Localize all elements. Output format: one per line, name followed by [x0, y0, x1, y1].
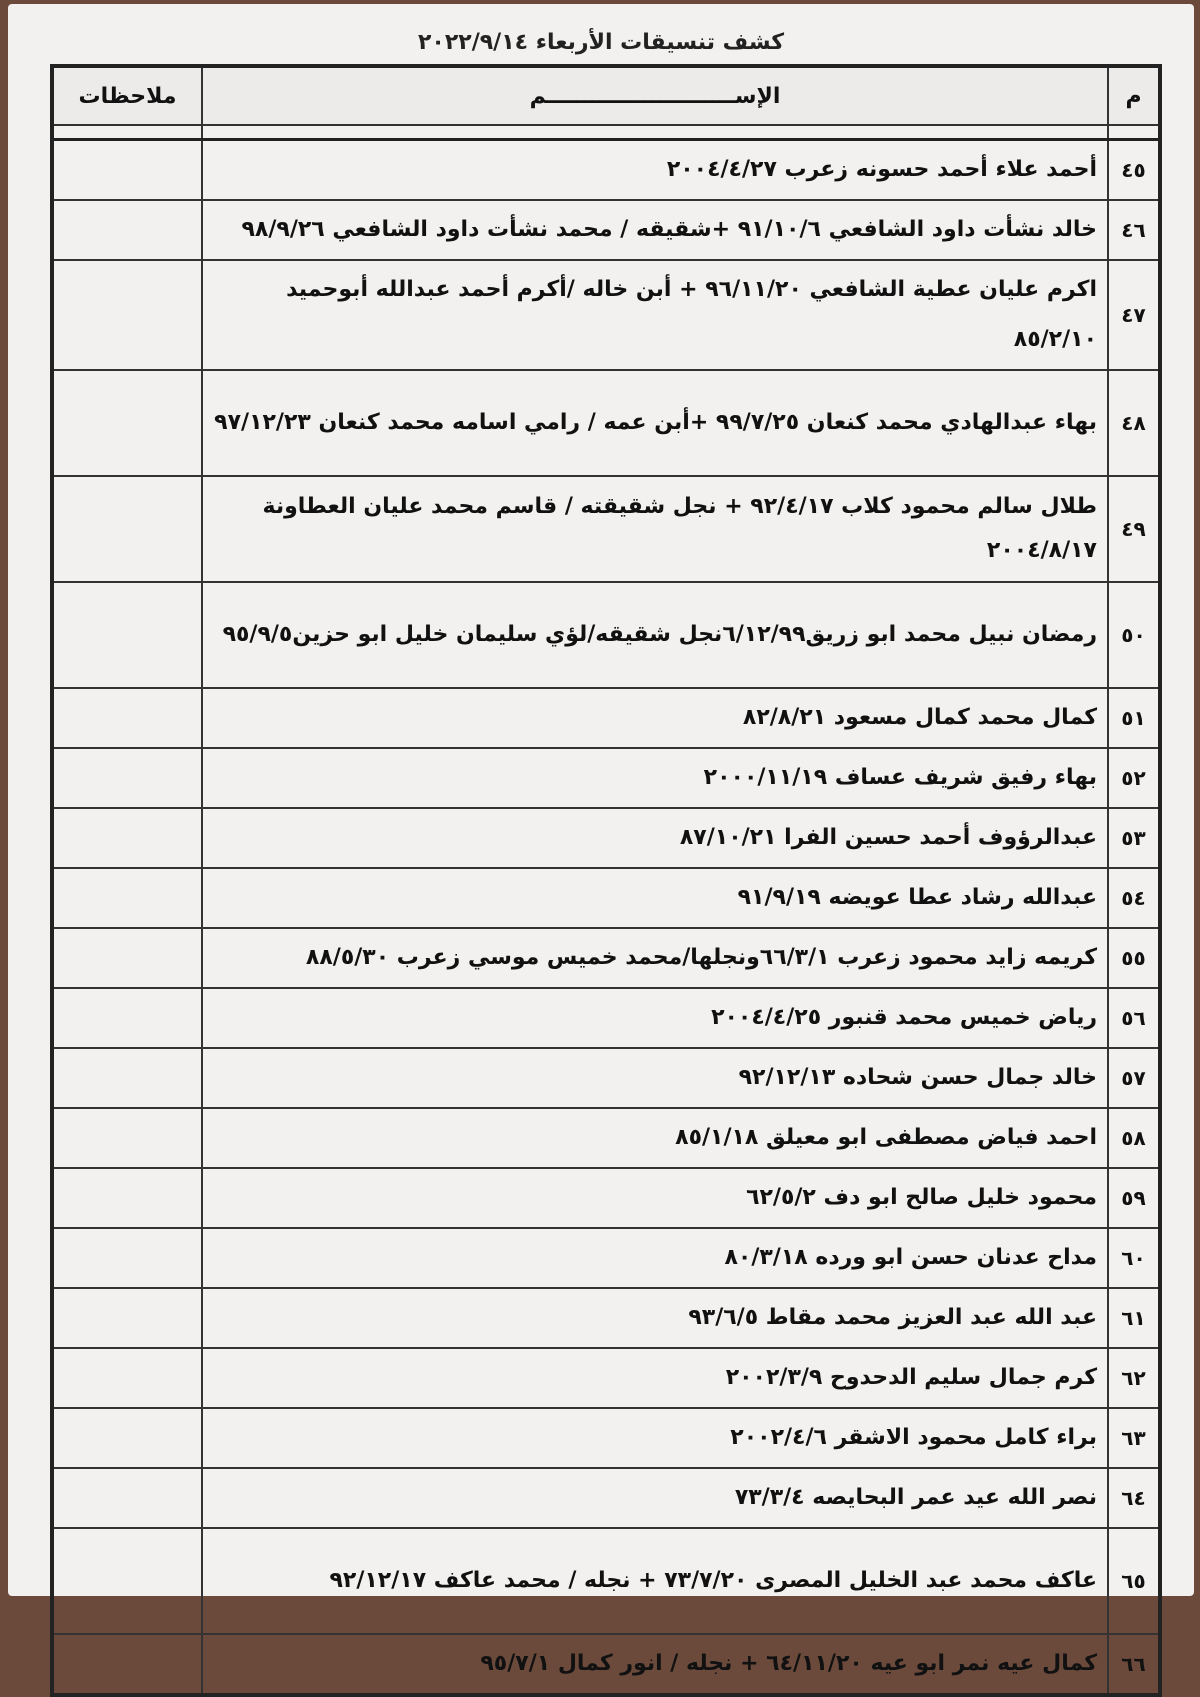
- row-name: بهاء عبدالهادي محمد كنعان ٩٩/٧/٢٥ +أبن عمه / رامي اسامه محمد كنعان ٩٧/١٢/٢٣: [202, 370, 1108, 476]
- row-notes: [52, 1408, 202, 1468]
- row-number: ٤٥: [1108, 140, 1160, 201]
- row-name: براء كامل محمود الاشقر ٢٠٠٢/٤/٦: [202, 1408, 1108, 1468]
- table-row: [52, 200, 1160, 260]
- document-page: [8, 4, 1194, 1676]
- spacer-cell: [1108, 125, 1160, 140]
- row-number: ٥٣: [1108, 808, 1160, 868]
- table-row: [52, 748, 1160, 808]
- document-title: كشف تنسيقات الأربعاء ٢٠٢٢/٩/١٤: [417, 30, 785, 55]
- row-name: خالد نشأت داود الشافعي ٩١/١٠/٦ +شقيقه / محمد نشأت داود الشافعي ٩٨/٩/٢٦: [202, 200, 1108, 260]
- table-row: [52, 1468, 1160, 1528]
- row-notes: [52, 748, 202, 808]
- row-number: ٥٠: [1108, 582, 1160, 688]
- row-name: عبدالله رشاد عطا عويضه ٩١/٩/١٩: [202, 868, 1108, 928]
- table-row: [52, 476, 1160, 582]
- row-notes: [52, 928, 202, 988]
- row-notes: [52, 1528, 202, 1634]
- row-name: رياض خميس محمد قنبور ٢٠٠٤/٤/٢٥: [202, 988, 1108, 1048]
- row-name: كريمه زايد محمود زعرب ٦٦/٣/١ونجلها/محمد خميس موسي زعرب ٨٨/٥/٣٠: [202, 928, 1108, 988]
- header-number: م: [1108, 66, 1160, 125]
- row-name: رمضان نبيل محمد ابو زريق٦/١٢/٩٩نجل شقيقه/لؤي سليمان خليل ابو حزين٩٥/٩/٥: [202, 582, 1108, 688]
- row-name: كمال عيه نمر ابو عيه ٦٤/١١/٢٠ + نجله / انور كمال ٩٥/٧/١: [202, 1634, 1108, 1695]
- row-name: نصر الله عيد عمر البحايصه ٧٣/٣/٤: [202, 1468, 1108, 1528]
- table-row: [52, 688, 1160, 748]
- row-notes: [52, 1634, 202, 1695]
- row-name: بهاء رفيق شريف عساف ٢٠٠٠/١١/١٩: [202, 748, 1108, 808]
- row-notes: [52, 260, 202, 370]
- row-notes: [52, 1228, 202, 1288]
- row-number: ٥٧: [1108, 1048, 1160, 1108]
- row-number: ٦٠: [1108, 1228, 1160, 1288]
- table-row: [52, 1108, 1160, 1168]
- table-row: [52, 582, 1160, 688]
- row-notes: [52, 140, 202, 201]
- table-header-row: [52, 66, 1160, 125]
- row-notes: [52, 868, 202, 928]
- table-row: [52, 260, 1160, 370]
- row-notes: [52, 582, 202, 688]
- table-row: [52, 140, 1160, 201]
- row-name: احمد فياض مصطفى ابو معيلق ٨٥/١/١٨: [202, 1108, 1108, 1168]
- table-row: [52, 988, 1160, 1048]
- row-number: ٥٨: [1108, 1108, 1160, 1168]
- table-spacer-row: [52, 125, 1160, 140]
- row-number: ٦٣: [1108, 1408, 1160, 1468]
- row-number: ٦٦: [1108, 1634, 1160, 1695]
- row-name: طلال سالم محمود كلاب ٩٢/٤/١٧ + نجل شقيقته / قاسم محمد عليان العطاونة ٢٠٠٤/٨/١٧: [202, 476, 1108, 582]
- row-notes: [52, 476, 202, 582]
- row-name: عاكف محمد عبد الخليل المصرى ٧٣/٧/٢٠ + نجله / محمد عاكف ٩٢/١٢/١٧: [202, 1528, 1108, 1634]
- names-table: [50, 64, 1162, 1697]
- table-row: [52, 1288, 1160, 1348]
- row-name: محمود خليل صالح ابو دف ٦٢/٥/٢: [202, 1168, 1108, 1228]
- row-notes: [52, 1108, 202, 1168]
- table-row: [52, 1348, 1160, 1408]
- table-row: [52, 808, 1160, 868]
- row-name: مداح عدنان حسن ابو ورده ٨٠/٣/١٨: [202, 1228, 1108, 1288]
- row-number: ٦٤: [1108, 1468, 1160, 1528]
- table-row: [52, 1634, 1160, 1695]
- table-row: [52, 1048, 1160, 1108]
- table-row: [52, 1168, 1160, 1228]
- table-row: [52, 928, 1160, 988]
- row-notes: [52, 688, 202, 748]
- table-row: [52, 868, 1160, 928]
- row-notes: [52, 1468, 202, 1528]
- row-notes: [52, 200, 202, 260]
- row-name: اكرم عليان عطية الشافعي ٩٦/١١/٢٠ + أبن خاله /أكرم أحمد عبدالله أبوحميد ٨٥/٢/١٠: [202, 260, 1108, 370]
- row-number: ٦٢: [1108, 1348, 1160, 1408]
- row-number: ٦٥: [1108, 1528, 1160, 1634]
- row-number: ٥٦: [1108, 988, 1160, 1048]
- row-number: ٤٩: [1108, 476, 1160, 582]
- spacer-cell: [52, 125, 202, 140]
- row-name: أحمد علاء أحمد حسونه زعرب ٢٠٠٤/٤/٢٧: [202, 140, 1108, 201]
- row-name: كرم جمال سليم الدحدوح ٢٠٠٢/٣/٩: [202, 1348, 1108, 1408]
- row-number: ٥٢: [1108, 748, 1160, 808]
- row-notes: [52, 1288, 202, 1348]
- row-notes: [52, 808, 202, 868]
- row-number: ٤٧: [1108, 260, 1160, 370]
- row-number: ٥٩: [1108, 1168, 1160, 1228]
- row-notes: [52, 370, 202, 476]
- header-notes: ملاحظات: [52, 66, 202, 125]
- table-row: [52, 1528, 1160, 1634]
- table-row: [52, 370, 1160, 476]
- row-notes: [52, 1048, 202, 1108]
- row-notes: [52, 1348, 202, 1408]
- row-number: ٥٥: [1108, 928, 1160, 988]
- row-notes: [52, 1168, 202, 1228]
- row-notes: [52, 988, 202, 1048]
- table-row: [52, 1408, 1160, 1468]
- row-number: ٦١: [1108, 1288, 1160, 1348]
- row-number: ٤٦: [1108, 200, 1160, 260]
- row-number: ٥٤: [1108, 868, 1160, 928]
- row-name: عبد الله عبد العزيز محمد مقاط ٩٣/٦/٥: [202, 1288, 1108, 1348]
- row-number: ٤٨: [1108, 370, 1160, 476]
- spacer-cell: [202, 125, 1108, 140]
- header-name: الإســـــــــــــــــــــــــم: [202, 66, 1108, 125]
- row-name: كمال محمد كمال مسعود ٨٢/٨/٢١: [202, 688, 1108, 748]
- table-row: [52, 1228, 1160, 1288]
- row-name: خالد جمال حسن شحاده ٩٢/١٢/١٣: [202, 1048, 1108, 1108]
- row-number: ٥١: [1108, 688, 1160, 748]
- row-name: عبدالرؤوف أحمد حسين الفرا ٨٧/١٠/٢١: [202, 808, 1108, 868]
